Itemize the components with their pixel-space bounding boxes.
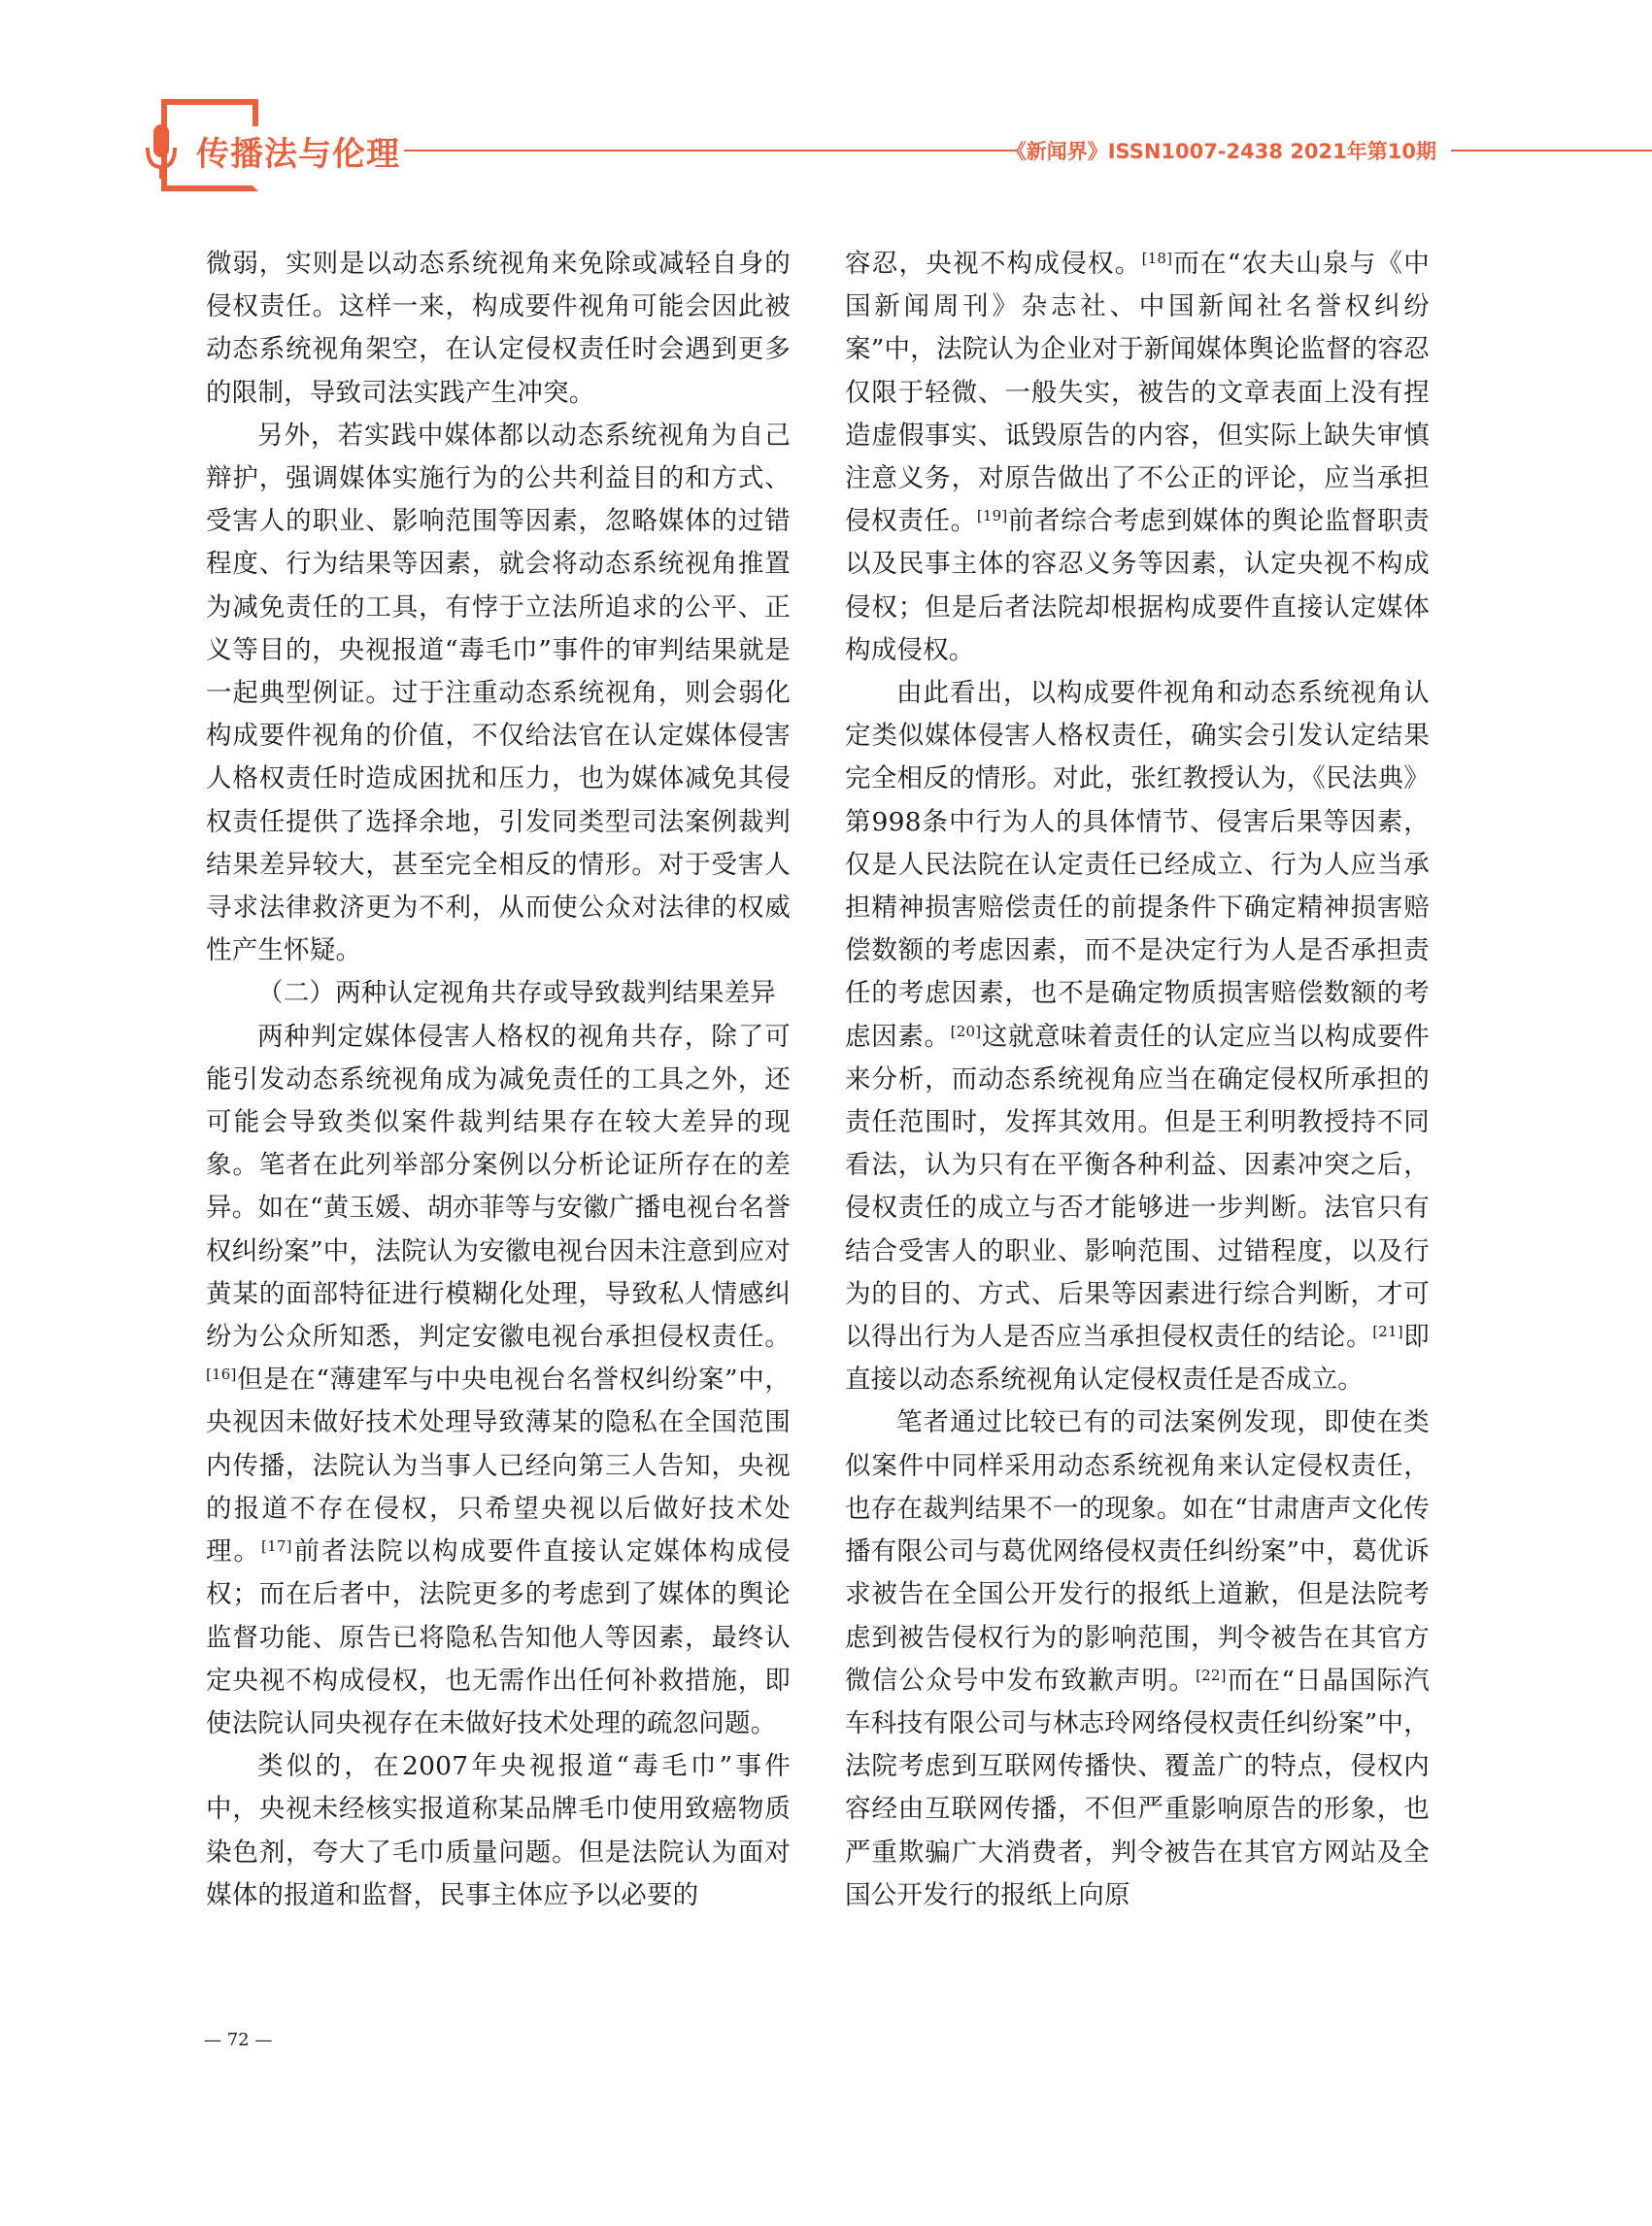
paragraph xyxy=(845,672,1430,1401)
citation-ref[interactable]: [16] xyxy=(206,1366,237,1384)
section-title: 传播法与伦理 xyxy=(196,135,400,174)
paragraph-text: 而在“农夫山泉与《中国新闻周刊》杂志社、中国新闻社名誉权纠纷案”中，法院认为企业对于新闻媒体舆论监督的容忍仅限于轻微、一般失实，被告的文章表面上没有捏造虚假事实、诋毁原告的内容，但实际上缺失审慎注意义务，对原告做出了不公正的评论，应当承担侵权责任。 xyxy=(845,249,1430,537)
paragraph-text: 由此看出，以构成要件视角和动态系统视角认定类似媒体侵害人格权责任，确实会引发认定结果完全相反的情形。对此，张红教授认为，《民法典》第998条中行为人的具体情节、侵害后果等因素，仅是人民法院在认定责任已经成立、行为人应当承担精神损害赔偿责任的前提条件下确定精神损害赔偿数额的考虑因素，而不是决定行为人是否承担责任的考虑因素，也不是确定物质损害赔偿数额的考虑因素。 xyxy=(845,678,1430,1052)
paragraph-text: 容忍，央视不构成侵权。 xyxy=(845,249,1142,279)
paragraph-text: 但是在“薄建军与中央电视台名誉权纠纷案”中，央视因未做好技术处理导致薄某的隐私在全国范围内传播，法院认为当事人已经向第三人告知，央视的报道不存在侵权，只希望央视以后做好技术处理。 xyxy=(206,1365,791,1568)
citation-ref[interactable]: [22] xyxy=(1196,1666,1227,1684)
paragraph: 微弱，实则是以动态系统视角来免除或减轻自身的侵权责任。这样一来，构成要件视角可能会因此被动态系统视角架空，在认定侵权责任时会遇到更多的限制，导致司法实践产生冲突。 xyxy=(206,249,791,408)
right-column xyxy=(845,243,1430,1917)
citation-ref[interactable]: [21] xyxy=(1372,1323,1403,1341)
citation-ref[interactable]: [20] xyxy=(950,1022,982,1040)
paragraph-text: 即直接以动态系统视角认定侵权责任是否成立。 xyxy=(845,1322,1431,1396)
citation-ref[interactable]: [17] xyxy=(261,1537,292,1556)
citation-ref[interactable]: [18] xyxy=(1141,250,1173,267)
paragraph-text: 两种判定媒体侵害人格权的视角共存，除了可能引发动态系统视角成为减免责任的工具之外，还可能会导致类似案件裁判结果存在较大差异的现象。笔者在此列举部分案例以分析论证所存在的差异。如在“黄玉媛、胡亦菲等与安徽广播电视台名誉权纠纷案”中，法院认为安徽电视台因未注意到应对黄某的面部特征进行模糊化处理，导致私人情感纠纷为公众所知悉，判定安徽电视台承担侵权责任。 xyxy=(206,1021,791,1353)
paragraph-text: 前者法院以构成要件直接认定媒体构成侵权；而在后者中，法院更多的考虑到了媒体的舆论监督功能、原告已将隐私告知他人等因素，最终认定央视不构成侵权，也无需作出任何补救措施，即使法院认同央视存在未做好技术处理的疏忽问题。 xyxy=(206,1536,791,1738)
citation-ref[interactable]: [19] xyxy=(976,507,1008,525)
paragraph-text: 前者综合考虑到媒体的舆论监督职责以及民事主体的容忍义务等因素，认定央视不构成侵权；但是后者法院却根据构成要件直接认定媒体构成侵权。 xyxy=(845,506,1430,665)
paragraph xyxy=(845,243,1430,672)
header-rule-right xyxy=(1451,150,1652,152)
paragraph xyxy=(845,1401,1430,1916)
paragraph-text: 笔者通过比较已有的司法案例发现，即使在类似案件中同样采用动态系统视角来认定侵权责任，也存在裁判结果不一的现象。如在“甘肃唐声文化传播有限公司与葛优网络侵权责任纠纷案”中，葛优诉求被告在全国公开发行的报纸上道歉，但是法院考虑到被告侵权行为的影响范围，判令被告在其官方微信公众号中发布致歉声明。 xyxy=(845,1407,1430,1696)
left-column xyxy=(206,243,791,1917)
journal-info: 《新闻界》ISSN1007-2438 2021年第10期 xyxy=(1005,140,1436,163)
paragraph-text: 而在“日晶国际汽车科技有限公司与林志玲网络侵权责任纠纷案”中，法院考虑到互联网传播快、覆盖广的特点，侵权内容经由互联网传播，不但严重影响原告的形象，也严重欺骗广大消费者，判令被告在其官方网站及全国公开发行的报纸上向原 xyxy=(845,1665,1430,1910)
header-rule-left xyxy=(404,150,1018,152)
microphone-icon xyxy=(145,122,178,185)
paragraph-text: 这就意味着责任的认定应当以构成要件来分析，而动态系统视角应当在确定侵权所承担的责任范围时，发挥其效用。但是王利明教授持不同看法，认为只有在平衡各种利益、因素冲突之后，侵权责任的成立与否才能够进一步判断。法官只有结合受害人的职业、影响范围、过错程度，以及行为的目的、方式、后果等因素进行综合判断，才可以得出行为人是否应当承担侵权责任的结论。 xyxy=(845,1021,1430,1353)
paragraph: 另外，若实践中媒体都以动态系统视角为自己辩护，强调媒体实施行为的公共利益目的和方式、受害人的职业、影响范围等因素，忽略媒体的过错程度、行为结果等因素，就会将动态系统视角推置为减免责任的工具，有悖于立法所追求的公平、正义等目的，央视报道“毒毛巾”事件的审判结果就是一起典型例证。过于注重动态系统视角，则会弱化构成要件视角的价值，不仅给法官在认定媒体侵害人格权责任时造成困扰和压力，也为媒体减免其侵权责任提供了选择余地，引发同类型司法案例裁判结果差异较大，甚至完全相反的情形。对于受害人寻求法律救济更为不利，从而使公众对法律的权威性产生怀疑。 xyxy=(206,420,791,966)
section-subheading: （二）两种认定视角共存或导致裁判结果差异 xyxy=(257,978,776,1009)
paragraph xyxy=(206,1016,791,1745)
page-number: — 72 — xyxy=(204,2030,273,2050)
paragraph: 类似的，在2007年央视报道“毒毛巾”事件中，央视未经核实报道称某品牌毛巾使用致癌物质染色剂，夸大了毛巾质量问题。但是法院认为面对媒体的报道和监督，民事主体应予以必要的 xyxy=(206,1751,791,1910)
